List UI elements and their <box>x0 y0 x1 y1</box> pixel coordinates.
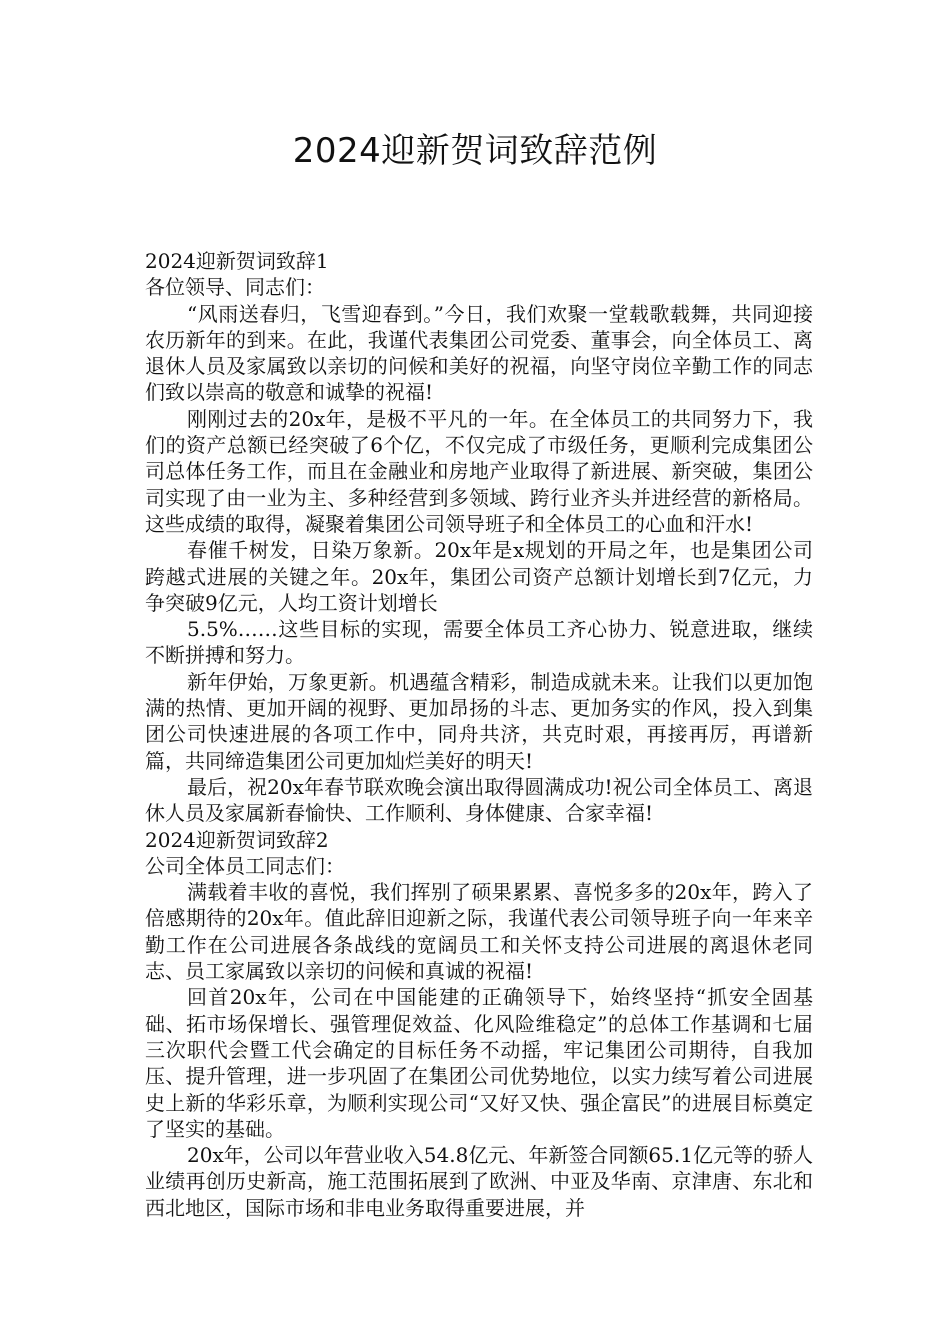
paragraph: 20x年，公司以年营业收入54.8亿元、年新签合同额65.1亿元等的骄人业绩再创历史新高，施工范围拓展到了欧洲、中亚及华南、京津唐、东北和西北地区，国际市场和非电业务取得重要进展，并 <box>145 1143 813 1220</box>
document-title: 2024迎新贺词致辞范例 <box>292 131 658 171</box>
paragraph: 新年伊始，万象更新。机遇蕴含精彩，制造成就未来。让我们以更加饱满的热情、更加开阔的视野、更加昂扬的斗志、更加务实的作风，投入到集团公司快速进展的各项工作中，同舟共济，共克时艰，再接再厉，再谱新篇，共同缔造集团公司更加灿烂美好的明天! <box>145 669 813 773</box>
section-heading: 2024迎新贺词致辞2 <box>145 827 329 852</box>
document-body <box>145 248 813 1221</box>
paragraph: 最后，祝20x年春节联欢晚会演出取得圆满成功!祝公司全体员工、离退休人员及家属新春愉快、工作顺利、身体健康、合家幸福! <box>145 774 813 826</box>
paragraph: 5.5%……这些目标的实现，需要全体员工齐心协力、锐意进取，继续不断拼搏和努力。 <box>145 617 813 668</box>
paragraph: 春催千树发，日染万象新。20x年是x规划的开局之年，也是集团公司跨越式进展的关键之年。20x年，集团公司资产总额计划增长到7亿元，力争突破9亿元，人均工资计划增长 <box>145 538 813 615</box>
paragraph: 满载着丰收的喜悦，我们挥别了硕果累累、喜悦多多的20x年，跨入了倍感期待的20x年。值此辞旧迎新之际，我谨代表公司领导班子向一年来辛勤工作在公司进展各条战线的宽阔员工和关怀支持公司进展的离退休老同志、员工家属致以亲切的问候和真诚的祝福! <box>145 880 813 984</box>
paragraph: “风雨送春归，飞雪迎春到。”今日，我们欢聚一堂载歌载舞，共同迎接农历新年的到来。在此，我谨代表集团公司党委、董事会，向全体员工、离退休人员及家属致以亲切的问候和美好的祝福，向坚守岗位辛勤工作的同志们致以崇高的敬意和诚挚的祝福! <box>145 301 813 405</box>
salutation: 各位领导、同志们： <box>145 275 325 300</box>
paragraph: 刚刚过去的20x年，是极不平凡的一年。在全体员工的共同努力下，我们的资产总额已经突破了6个亿，不仅完成了市级任务，更顺利完成集团公司总体任务工作，而且在金融业和房地产业取得了新进展、新突破，集团公司实现了由一业为主、多种经营到多领域、跨行业齐头并进经营的新格局。这些成绩的取得，凝聚着集团公司领导班子和全体员工的心血和汗水! <box>145 406 813 536</box>
section-heading: 2024迎新贺词致辞1 <box>145 249 329 273</box>
salutation: 公司全体员工同志们： <box>145 853 345 878</box>
paragraph: 回首20x年，公司在中国能建的正确领导下，始终坚持“抓安全固基础、拓市场保增长、强管理促效益、化风险维稳定”的总体工作基调和七届三次职代会暨工代会确定的目标任务不动摇，牢记集团公司期待，自我加压、提升管理，进一步巩固了在集团公司优势地位，以实力续写着公司进展史上新的华彩乐章，为顺利实现公司“又好又快、强企富民”的进展目标奠定了坚实的基础。 <box>145 985 813 1141</box>
